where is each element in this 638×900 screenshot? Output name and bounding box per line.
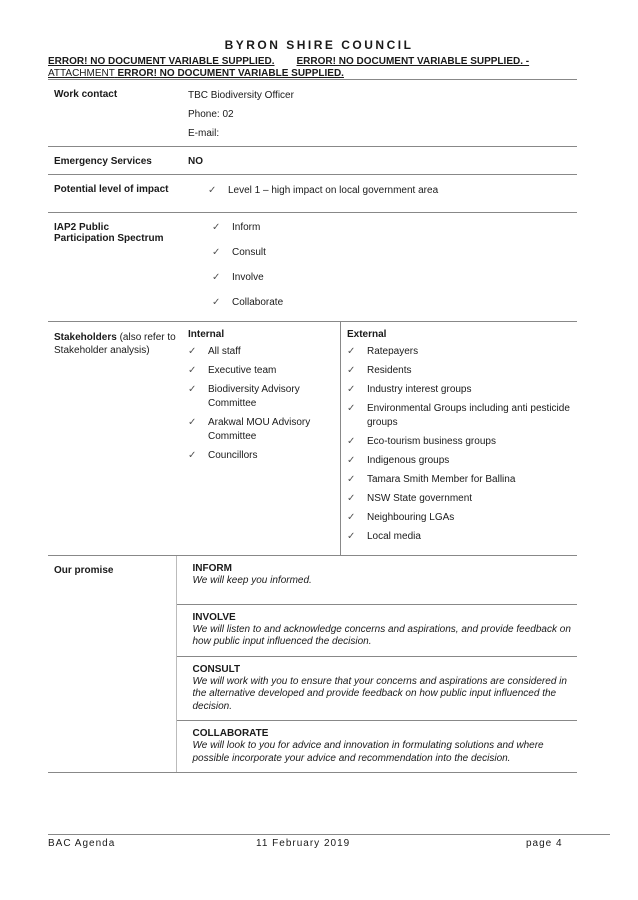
- iap2-item-label: Collaborate: [232, 297, 284, 308]
- emergency-label-cell: [48, 147, 176, 175]
- checkmark-icon: ✓: [347, 403, 356, 414]
- checkmark-icon: ✓: [347, 474, 356, 485]
- iap2-item: [212, 221, 573, 235]
- external-item: [347, 402, 571, 430]
- external-item: [347, 473, 571, 487]
- external-item-label: Eco-tourism business groups: [367, 436, 496, 447]
- promise-collaborate: [177, 721, 578, 772]
- impact-check: [208, 184, 573, 198]
- external-head: External: [347, 329, 387, 340]
- external-item-label: Industry interest groups: [367, 384, 472, 395]
- footer-rule: [48, 834, 610, 835]
- external-stakeholders: [341, 322, 571, 555]
- iap2-item: [212, 246, 573, 260]
- checkmark-icon: ✓: [347, 512, 356, 523]
- iap2-item: [212, 296, 573, 310]
- header-error-1: ERROR! NO DOCUMENT VARIABLE SUPPLIED.: [48, 56, 275, 67]
- checkmark-icon: ✓: [188, 365, 197, 376]
- promise-text: We will look to you for advice and innovation in formulating solutions and where possible incorporate your advice and recommendation into the decision.: [192, 740, 544, 764]
- checkmark-icon: ✓: [212, 222, 221, 233]
- external-item: [347, 435, 571, 449]
- stakeholders-label: Stakeholders: [54, 332, 117, 343]
- promise-text: We will keep you informed.: [192, 575, 312, 586]
- contact-officer: TBC Biodiversity Officer: [188, 90, 294, 101]
- internal-item: [188, 416, 340, 444]
- header-error-line: [48, 56, 529, 67]
- promise-heading: CONSULT: [192, 663, 241, 675]
- attachment-line: [48, 68, 344, 79]
- iap2-item-label: Consult: [232, 247, 266, 258]
- impact-label: Potential level of impact: [54, 184, 169, 195]
- external-item-label: Environmental Groups including anti pesticide groups: [367, 403, 570, 428]
- internal-item-label: Executive team: [208, 365, 277, 376]
- promise-blocks: [176, 556, 577, 773]
- attachment-error: ERROR! NO DOCUMENT VARIABLE SUPPLIED.: [117, 68, 344, 79]
- impact-value: Level 1 – high impact on local government area: [228, 185, 439, 196]
- checkmark-icon: ✓: [347, 493, 356, 504]
- checkmark-icon: ✓: [212, 297, 221, 308]
- promise-label: Our promise: [54, 565, 114, 576]
- impact-label-cell: [48, 175, 176, 213]
- checkmark-icon: ✓: [212, 272, 221, 283]
- external-item-label: Local media: [367, 531, 421, 542]
- external-item: [347, 454, 571, 468]
- iap2-row: [48, 213, 577, 322]
- internal-item-label: Arakwal MOU Advisory Committee: [208, 417, 311, 442]
- emergency-label: Emergency Services: [54, 156, 152, 167]
- stakeholders-row: [48, 322, 577, 556]
- checkmark-icon: ✓: [188, 417, 197, 428]
- iap2-items: [176, 213, 577, 322]
- engagement-table: [48, 79, 577, 773]
- external-item-label: Ratepayers: [367, 346, 419, 357]
- checkmark-icon: ✓: [347, 436, 356, 447]
- footer-page: page 4: [526, 838, 563, 849]
- checkmark-icon: ✓: [212, 247, 221, 258]
- external-item-label: Residents: [367, 365, 412, 376]
- iap2-item-label: Inform: [232, 222, 261, 233]
- promise-label-cell: [48, 556, 176, 773]
- emergency-value: NO: [188, 156, 203, 167]
- external-item: [347, 364, 571, 378]
- promise-involve: [177, 605, 578, 657]
- internal-item: [188, 345, 340, 359]
- internal-item-label: Biodiversity Advisory Committee: [208, 384, 300, 409]
- contact-phone: Phone: 02: [188, 109, 234, 120]
- external-item-label: Indigenous groups: [367, 455, 450, 466]
- promise-text: We will listen to and acknowledge concerns and aspirations, and provide feedback on how public input influenced the decision.: [192, 623, 571, 647]
- checkmark-icon: ✓: [347, 384, 356, 395]
- internal-item: [188, 364, 340, 378]
- external-item: [347, 530, 571, 544]
- work-contact-row: [48, 80, 577, 147]
- footer-left: BAC Agenda: [48, 838, 116, 849]
- checkmark-icon: ✓: [347, 531, 356, 542]
- internal-item: [188, 449, 340, 463]
- checkmark-icon: ✓: [188, 450, 197, 461]
- impact-row: [48, 175, 577, 213]
- checkmark-icon: ✓: [347, 365, 356, 376]
- work-contact-values: [176, 80, 577, 147]
- contact-email: E-mail:: [188, 128, 220, 139]
- external-item-label: NSW State government: [367, 493, 473, 504]
- iap2-item-label: Involve: [232, 272, 264, 283]
- promise-heading: INVOLVE: [192, 611, 236, 623]
- external-item-label: Tamara Smith Member for Ballina: [367, 474, 516, 485]
- promise-inform: [177, 556, 578, 605]
- checkmark-icon: ✓: [347, 346, 356, 357]
- impact-value-cell: [176, 175, 577, 213]
- stakeholders-values: [176, 322, 577, 556]
- header-error-2: ERROR! NO DOCUMENT VARIABLE SUPPLIED. -: [296, 56, 530, 67]
- promise-heading: COLLABORATE: [192, 728, 269, 739]
- promise-text: We will work with you to ensure that your concerns and aspirations are considered in the alternative developed and provide feedback on how public input influenced the decision.: [192, 675, 567, 712]
- checkmark-icon: ✓: [188, 346, 197, 357]
- internal-stakeholders: [176, 322, 341, 555]
- footer-date: 11 February 2019: [256, 838, 351, 849]
- promise-consult: [177, 657, 578, 722]
- external-item: [347, 511, 571, 525]
- emergency-row: [48, 147, 577, 175]
- internal-head: Internal: [188, 329, 225, 340]
- attachment-prefix: ATTACHMENT: [48, 68, 115, 79]
- work-contact-label-cell: [48, 80, 176, 147]
- checkmark-icon: ✓: [347, 455, 356, 466]
- iap2-label-cell: [48, 213, 176, 322]
- council-title: BYRON SHIRE COUNCIL: [224, 38, 414, 52]
- checkmark-icon: ✓: [188, 384, 197, 395]
- external-item-label: Neighbouring LGAs: [367, 512, 455, 523]
- promise-heading: INFORM: [192, 563, 232, 574]
- internal-item: [188, 383, 340, 411]
- external-item: [347, 345, 571, 359]
- checkmark-icon: ✓: [208, 185, 217, 196]
- iap2-label-2: Participation Spectrum: [54, 233, 164, 244]
- external-item: [347, 383, 571, 397]
- internal-item-label: Councillors: [208, 450, 258, 461]
- stakeholders-label-cell: [48, 322, 176, 556]
- promise-row: [48, 556, 577, 773]
- stakeholders-label-note: (also refer to Stakeholder analysis): [54, 332, 176, 356]
- internal-item-label: All staff: [208, 346, 241, 357]
- external-item: [347, 492, 571, 506]
- iap2-label-1: IAP2 Public: [54, 222, 110, 233]
- iap2-item: [212, 271, 573, 285]
- work-contact-label: Work contact: [54, 89, 118, 100]
- emergency-value-cell: [176, 147, 577, 175]
